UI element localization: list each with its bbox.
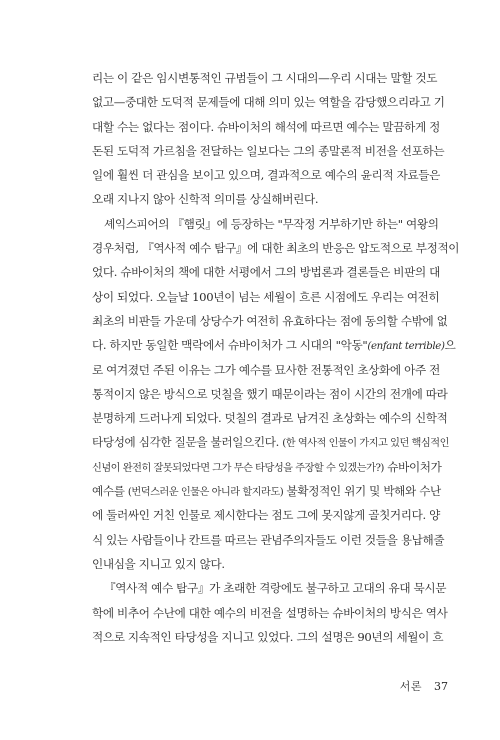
text-line: 최초의 비판들 가운데 상당수가 여전히 유효하다는 점에 동의할 수밖에 없 bbox=[92, 313, 448, 328]
page-footer bbox=[400, 678, 448, 694]
text-line bbox=[92, 455, 448, 479]
body-text bbox=[92, 66, 460, 649]
text-line: 분명하게 드러나게 되었다. 덧칠의 결과로 남겨진 초상화는 예수의 신학적 bbox=[92, 411, 448, 426]
text-line: 경우처럼, 『역사적 예수 탐구』에 대한 최초의 반응은 압도적으로 부정적이 bbox=[92, 241, 460, 256]
parenthetical-note: 신념이 완전히 잘못되었다면 그가 무슨 타당성을 주장할 수 있겠는가?) bbox=[92, 462, 384, 474]
text-line: 통적이지 않은 방식으로 덧칠을 했기 때문이라는 점이 시간의 전개에 따라 bbox=[92, 386, 448, 401]
text-line: 셰익스피어의 『햄릿』에 등장하는 "무작정 거부하기만 하는" 여왕의 bbox=[104, 216, 439, 231]
text-line: 『역사적 예수 탐구』가 초래한 격랑에도 불구하고 고대의 유대 묵시문 bbox=[104, 581, 447, 596]
page-number: 37 bbox=[434, 680, 448, 693]
text-line: 로 여겨졌던 주된 이유는 그가 예수를 묘사한 전통적인 초상화에 아주 전 bbox=[92, 362, 440, 377]
text-line: 상이 되었다. 오늘날 100년이 넘는 세월이 흐른 시점에도 우리는 여전히 bbox=[92, 289, 440, 304]
text-line: 없고—중대한 도덕적 문제들에 대해 의미 있는 역할을 감당했으리라고 기 bbox=[92, 95, 445, 110]
text-line: 식 있는 사람들이나 칸트를 따르는 관념주의자들도 이런 것들을 용납해줄 bbox=[92, 532, 445, 547]
text-segment: 타당성에 심각한 질문을 불러일으킨다. bbox=[92, 435, 279, 450]
text-line: 적으로 지속적인 타당성을 지니고 있었다. 그의 설명은 90년의 세월이 흐 bbox=[92, 629, 444, 644]
text-line: 리는 이 같은 임시변통적인 규범들이 그 시대의—우리 시대는 말할 것도 bbox=[92, 71, 438, 85]
text-line: 오래 지나지 않아 신학적 의미를 상실해버린다. bbox=[92, 192, 319, 207]
text-segment: 슈바이처가 bbox=[383, 459, 442, 474]
text-segment: 예수를 bbox=[92, 484, 125, 499]
parenthetical-note: (한 역사적 인물이 가지고 있던 핵심적인 bbox=[282, 438, 449, 450]
text-segment: 불확정적인 위기 및 박해와 수난 bbox=[283, 484, 441, 499]
text-line bbox=[92, 430, 448, 454]
text-line: 인내심을 지니고 있지 않다. bbox=[92, 556, 225, 571]
text-line: 일에 훨씬 더 관심을 보이고 있으며, 결과적으로 예수의 윤리적 자료들은 bbox=[92, 168, 440, 183]
text-segment: 다. 하지만 동일한 맥락에서 슈바이처가 그 시대의 "악동" bbox=[92, 338, 368, 353]
foreign-term: (enfant terrible) bbox=[367, 341, 445, 353]
text-line bbox=[92, 479, 448, 503]
text-line: 대할 수는 없다는 점이다. 슈바이처의 해석에 따르면 예수는 말끔하게 정 bbox=[92, 119, 440, 134]
section-title: 서론 bbox=[399, 680, 422, 693]
parenthetical-note: (번덕스러운 인물은 아니라 할지라도) bbox=[127, 487, 284, 499]
text-segment: 으 bbox=[444, 338, 456, 353]
text-line: 돈된 도덕적 가르침을 전달하는 일보다는 그의 종말론적 비전을 선포하는 bbox=[92, 143, 445, 158]
text-line: 학에 비추어 수난에 대한 예수의 비전을 설명하는 슈바이처의 방식은 역사 bbox=[92, 605, 448, 620]
text-line: 었다. 슈바이처의 책에 대한 서평에서 그의 방법론과 결론들은 비판의 대 bbox=[92, 265, 440, 280]
text-line bbox=[92, 333, 456, 357]
text-line: 에 둘러싸인 거친 인물로 제시한다는 점도 그에 못지않게 골칫거리다. 양 bbox=[92, 508, 440, 523]
